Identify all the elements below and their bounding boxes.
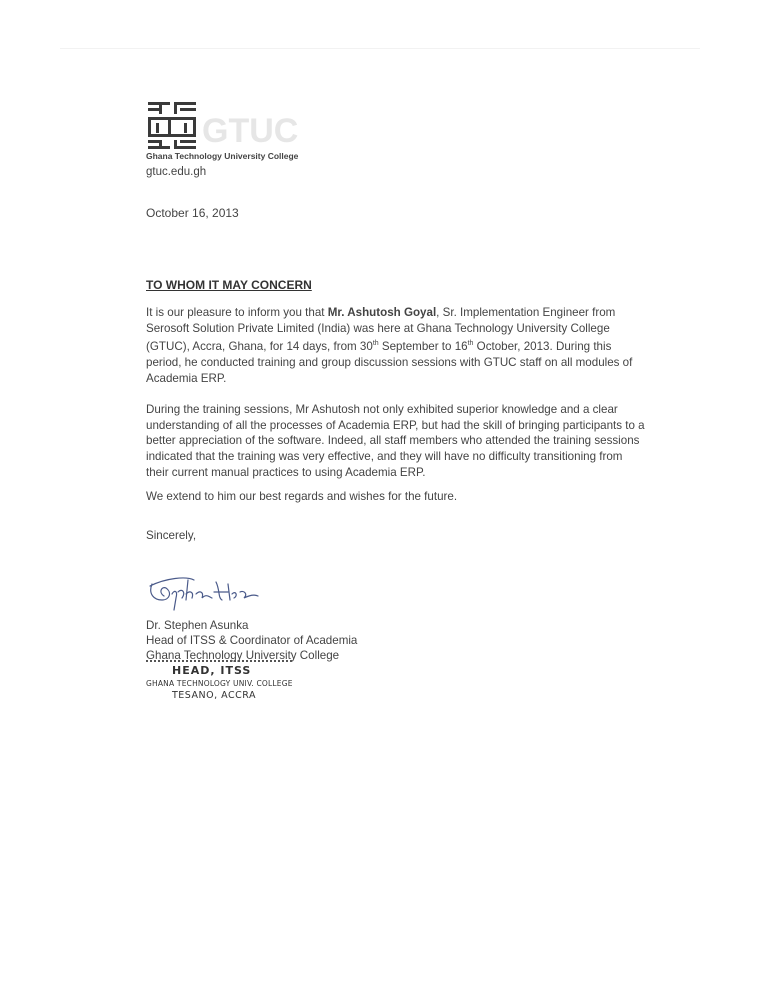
signatory-organization: Ghana Technology University College [146,649,340,662]
signatory-name: Dr. Stephen Asunka [146,619,249,632]
stamp-line-1: HEAD, ITSS [172,664,252,677]
institution-name: Ghana Technology University College [146,151,299,161]
paragraph-1: It is our pleasure to inform you that Mr. Ashutosh Goyal, Sr. Implementation Engineer from Serosoft Solution Private Limited (India) was here at Ghana Technology University College (GTUC), Accra, Ghana, for 14 days, from 30th September to 16th October, 2013. During this period, he conducted training and group discussion sessions with GTUC staff on all modules of Academia ERP. [146,306,633,385]
stamp-dotted-line [146,660,292,662]
gtuc-logo [146,100,316,158]
logo-wordmark: GTUC [202,112,299,150]
closing: Sincerely, [146,529,197,542]
stamp-line-2: GHANA TECHNOLOGY UNIV. COLLEGE [146,679,293,688]
signatory-title: Head of ITSS & Coordinator of Academia [146,634,358,647]
scan-artifact-line [60,48,700,49]
official-stamp [146,664,296,701]
signatory-block [146,618,357,663]
handwritten-signature [146,570,296,620]
letter-heading: TO WHOM IT MAY CONCERN [146,278,312,292]
letter-date: October 16, 2013 [146,206,239,220]
website: gtuc.edu.gh [146,166,207,178]
paragraph-3: We extend to him our best regards and wishes for the future. [146,490,458,503]
stamp-line-3: TESANO, ACCRA [172,690,256,701]
paragraph-2: During the training sessions, Mr Ashutosh not only exhibited superior knowledge and a clear understanding of all the processes of Academia ERP, but had the skill of bringing participants to a better appreciation of the software. Indeed, all staff members who attended the training sessions indicated that the training was very effective, and they will have no difficulty transitioning from their current manual practices to using Academia ERP. [146,403,645,479]
person-name: Mr. Ashutosh Goyal [327,306,437,319]
